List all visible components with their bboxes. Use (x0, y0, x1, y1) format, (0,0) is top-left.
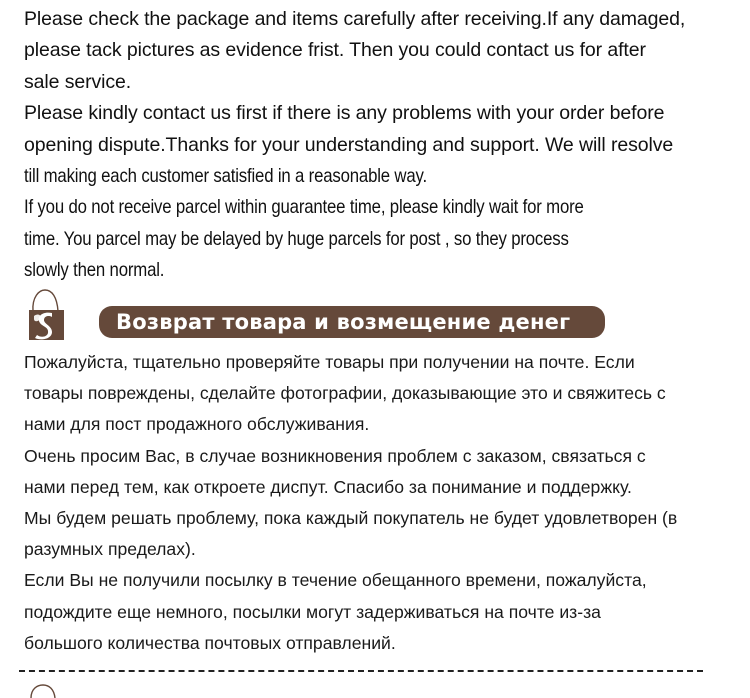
english-notice-line: Please check the package and items carefully after receiving.If any damaged, (24, 8, 686, 30)
english-notice-line: please tack pictures as evidence frist. Then you could contact us for after (24, 39, 646, 62)
russian-notice-line: товары повреждены, сделайте фотографии, доказывающие это и свяжитесь с (24, 383, 666, 404)
english-notice (24, 4, 744, 287)
russian-notice-line: подождите еще немного, посылки могут задерживаться на почте из-за (24, 601, 601, 622)
russian-notice-line: Мы будем решать проблему, пока каждый покупатель не будет удовлетворен (в (24, 508, 678, 529)
shopping-bag-logo-icon (22, 289, 68, 341)
english-notice-line: sale service. (24, 70, 132, 93)
english-notice-line: Please kindly contact us first if there is any problems with your order before (24, 102, 665, 125)
russian-notice (24, 347, 744, 659)
english-notice-line: till making each customer satisfied in a reasonable way. (24, 165, 427, 188)
section-header-returns (22, 289, 592, 341)
english-notice-line: time. You parcel may be delayed by huge parcels for post , so they process (24, 227, 569, 250)
english-notice-line: opening dispute.Thanks for your understanding and support. We will resolve (24, 133, 674, 156)
russian-notice-line: нами перед тем, как откроете диспут. Спасибо за понимание и поддержку. (24, 476, 632, 497)
russian-notice-line: Если Вы не получили посылку в течение обещанного времени, пожалуйста, (24, 570, 647, 591)
shopping-bag-handle-icon (28, 684, 60, 698)
russian-notice-line: большого количества почтовых отправлений. (24, 632, 396, 653)
russian-notice-line: Пожалуйста, тщательно проверяйте товары при получении на почте. Если (24, 352, 635, 372)
section-title: Возврат товара и возмещение денег (116, 310, 571, 334)
english-notice-line: If you do not receive parcel within guarantee time, please kindly wait for more (24, 196, 584, 219)
russian-notice-line: нами для пост продажного обслуживания. (24, 414, 370, 435)
dashed-divider (19, 670, 703, 672)
english-notice-line: slowly then normal. (24, 259, 165, 282)
russian-notice-line: Очень просим Вас, в случае возникновения проблем с заказом, связаться с (24, 445, 646, 466)
russian-notice-line: разумных пределах). (24, 539, 196, 560)
section-banner (99, 306, 605, 338)
